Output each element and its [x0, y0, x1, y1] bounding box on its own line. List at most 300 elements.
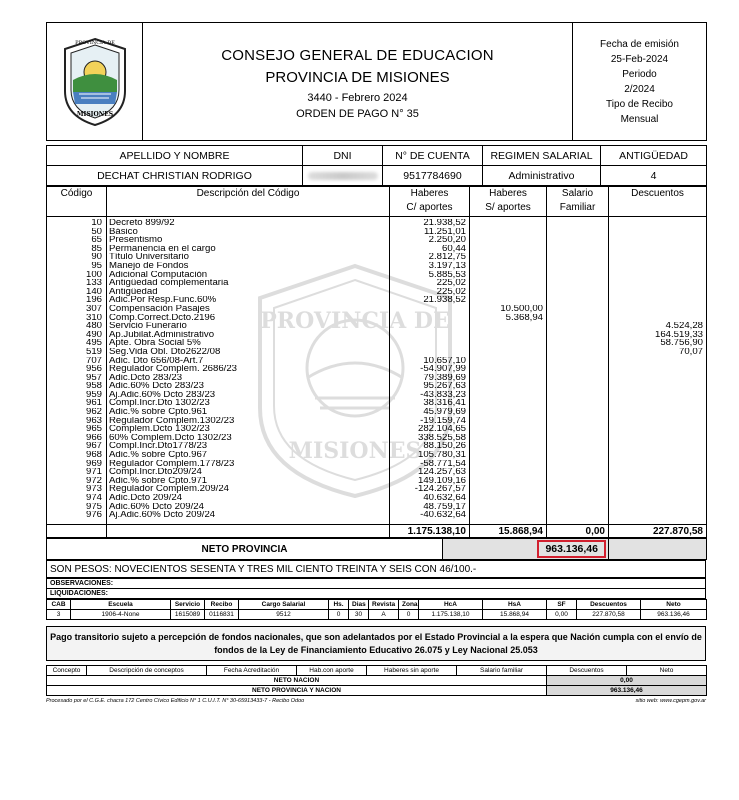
item-family-salary: [550, 322, 605, 331]
item-haberes-c: 60,44: [441, 244, 466, 254]
account-number: 9517784690: [383, 166, 483, 186]
items-table: [46, 186, 707, 538]
item-description: Decreto 899/92: [109, 219, 175, 228]
item-deduction: [612, 253, 703, 262]
item-deduction: [612, 442, 703, 451]
item-deduction: [612, 314, 703, 323]
item-code: 969: [85, 459, 102, 469]
col-code: Código: [47, 187, 107, 217]
neto-prov-nac-label: NETO PROVINCIA Y NACION: [47, 686, 547, 696]
family-salary-column: [547, 217, 609, 525]
item-deduction: [612, 288, 703, 297]
footer: [46, 698, 706, 704]
item-haberes-c: -43.833,23: [420, 390, 466, 400]
item-code: 50: [91, 227, 102, 237]
item-family-salary: [550, 442, 605, 451]
item-deduction: 4.524,28: [665, 322, 703, 331]
item-haberes-c: 79.389,69: [423, 373, 466, 383]
item-haberes-c: 21.938,52: [423, 219, 466, 228]
item-haberes-c: [393, 305, 466, 314]
item-haberes-s: [473, 468, 543, 477]
item-haberes-s: [473, 348, 543, 357]
item-description: Compensación Pasajes: [109, 304, 210, 314]
item-haberes-c: 48.759,17: [423, 502, 466, 512]
item-description: Adic.% sobre Cpto.961: [109, 408, 208, 417]
item-deduction: [612, 365, 703, 374]
header-regime: REGIMEN SALARIAL: [483, 146, 601, 166]
item-family-salary: [550, 511, 605, 520]
item-deduction: [612, 271, 703, 280]
item-description: Básico: [109, 227, 138, 237]
item-deduction: [612, 296, 703, 305]
item-code: 65: [91, 236, 102, 245]
item-description: Manejo de Fondos: [109, 261, 189, 271]
item-haberes-s: [473, 288, 543, 297]
notice-table: [46, 626, 706, 661]
item-family-salary: [550, 408, 605, 417]
item-description: Adicional Computación: [109, 270, 208, 280]
item-haberes-s: [473, 485, 543, 494]
concept-header-cell: Concepto: [47, 666, 87, 676]
svg-text:PROVINCIA DE: PROVINCIA DE: [260, 308, 450, 334]
liq-cell: 0: [329, 610, 349, 620]
item-description: Antigüedad complementaria: [109, 279, 229, 288]
item-code: 90: [91, 253, 102, 262]
codes-column: [47, 217, 107, 525]
item-deduction: [612, 468, 703, 477]
observations-label: OBSERVACIONES:: [47, 579, 706, 589]
item-haberes-c: -54.907,99: [420, 365, 466, 374]
item-description: Regulador Complem.1302/23: [109, 416, 235, 426]
item-haberes-s: [473, 253, 543, 262]
item-family-salary: [550, 451, 605, 460]
amount-words-table: [46, 560, 706, 578]
neto-nacion-label: NETO NACION: [47, 676, 547, 686]
item-haberes-s: [473, 279, 543, 288]
item-haberes-s: [473, 511, 543, 520]
item-haberes-s: [473, 357, 543, 366]
item-haberes-c: 149.109,16: [417, 476, 466, 486]
item-haberes-s: [473, 434, 543, 443]
liquidations-row: [47, 610, 707, 620]
item-haberes-s: [473, 219, 543, 228]
concepts-table: [46, 665, 707, 696]
item-family-salary: [550, 494, 605, 503]
item-code: 962: [85, 408, 102, 417]
liq-header-cell: Dias: [349, 600, 369, 610]
concept-header-cell: Descuentos: [547, 666, 627, 676]
concept-header-cell: Hab.con aporte: [297, 666, 367, 676]
item-description: Adic.% sobre Cpto.967: [109, 451, 208, 460]
col-haberes-c: Haberes C/ aportes: [390, 187, 470, 217]
receipt-type-label: Tipo de Recibo: [606, 98, 673, 110]
item-haberes-c: 2.812,75: [428, 253, 466, 262]
item-code: 490: [85, 330, 102, 340]
liq-header-cell: HsA: [483, 600, 547, 610]
item-description: Ap.Jubilat.Administrativo: [109, 330, 215, 340]
item-code: 974: [85, 494, 102, 503]
liq-header-cell: CAB: [47, 600, 71, 610]
item-code: 976: [85, 511, 102, 520]
item-deduction: [612, 236, 703, 245]
liq-cell: 1906-4-None: [71, 610, 171, 620]
total-haberes-s: 15.868,94: [470, 525, 547, 538]
item-description: Apte. Obra Social 5%: [109, 339, 201, 348]
item-description: Comp.Correct.Dcto.2196: [109, 313, 216, 323]
concept-header-cell: Descripción de conceptos: [87, 666, 207, 676]
item-family-salary: [550, 485, 605, 494]
liq-header-cell: Servicio: [171, 600, 205, 610]
item-code: 85: [91, 244, 102, 254]
item-deduction: 70,07: [678, 347, 703, 357]
item-family-salary: [550, 391, 605, 400]
liq-header-cell: Descuentos: [577, 600, 641, 610]
item-family-salary: [550, 374, 605, 383]
item-haberes-s: [473, 245, 543, 254]
item-code: 519: [85, 347, 102, 357]
header-account: N° DE CUENTA: [383, 146, 483, 166]
item-haberes-c: [393, 331, 466, 340]
item-haberes-c: [393, 322, 466, 331]
liq-cell: 1615089: [171, 610, 205, 620]
total-haberes-c: 1.175.138,10: [390, 525, 470, 538]
liq-cell: 9512: [239, 610, 329, 620]
item-haberes-s: [473, 296, 543, 305]
item-family-salary: [550, 271, 605, 280]
item-family-salary: [550, 477, 605, 486]
liq-cell: 15.868,94: [483, 610, 547, 620]
item-code: 959: [85, 390, 102, 400]
item-haberes-s: [473, 408, 543, 417]
haberes-c-column: [390, 217, 470, 525]
liq-cell: 3: [47, 610, 71, 620]
liquidations-label: LIQUIDACIONES:: [47, 589, 706, 599]
item-deduction: [612, 503, 703, 512]
item-haberes-s: 10.500,00: [500, 304, 543, 314]
item-family-salary: [550, 228, 605, 237]
liq-cell: 0: [399, 610, 419, 620]
period-value: 2/2024: [624, 83, 655, 95]
item-code: 140: [85, 287, 102, 297]
header-dni: DNI: [303, 146, 383, 166]
item-haberes-c: 40.632,64: [423, 494, 466, 503]
neto-label: NETO PROVINCIA: [47, 539, 443, 560]
liq-cell: 0,00: [547, 610, 577, 620]
item-haberes-c: 124.257,63: [417, 468, 466, 477]
observations-table: [46, 578, 706, 599]
amount-in-words: SON PESOS: NOVECIENTOS SESENTA Y TRES MIL CIENTO TREINTA Y SEIS CON 46/100.-: [47, 561, 706, 578]
item-description: Compl.Incr.Dto 1302/23: [109, 399, 210, 409]
item-deduction: [612, 511, 703, 520]
payslip: [46, 22, 706, 704]
item-family-salary: [550, 331, 605, 340]
neto-value-cell: [443, 539, 609, 560]
item-description: Adic. Dto 656/08-Art.7: [109, 356, 204, 366]
item-family-salary: [550, 365, 605, 374]
item-deduction: [612, 494, 703, 503]
item-deduction: [612, 460, 703, 469]
item-deduction: [612, 305, 703, 314]
item-haberes-c: -124.267,57: [414, 485, 466, 494]
item-code: 196: [85, 296, 102, 305]
item-deduction: [612, 357, 703, 366]
total-family-salary: 0,00: [547, 525, 609, 538]
liq-header-cell: SF: [547, 600, 577, 610]
item-haberes-c: [393, 314, 466, 323]
item-family-salary: [550, 279, 605, 288]
item-deduction: [612, 451, 703, 460]
item-haberes-c: -58.771,54: [420, 459, 466, 469]
item-haberes-s: [473, 391, 543, 400]
item-deduction: [612, 279, 703, 288]
item-haberes-s: [473, 331, 543, 340]
item-description: Antigüedad: [109, 287, 158, 297]
item-code: 95: [91, 261, 102, 271]
item-code: 966: [85, 433, 102, 443]
item-haberes-s: [473, 442, 543, 451]
item-code: 963: [85, 416, 102, 426]
item-family-salary: [550, 434, 605, 443]
item-deduction: [612, 434, 703, 443]
dni-redacted: [303, 166, 383, 186]
item-haberes-c: 38.316,41: [423, 399, 466, 409]
item-description: Servicio Funerario: [109, 322, 187, 331]
item-deduction: [612, 425, 703, 434]
item-code: 100: [85, 270, 102, 280]
item-deduction: [612, 408, 703, 417]
item-code: 956: [85, 365, 102, 374]
receipt-type-value: Mensual: [620, 113, 659, 125]
item-haberes-c: 2.250,20: [428, 236, 466, 245]
concept-header-cell: Salario familiar: [457, 666, 547, 676]
liq-header-cell: Cargo Salarial: [239, 600, 329, 610]
item-haberes-s: [473, 339, 543, 348]
item-haberes-c: 45.979,69: [423, 408, 466, 417]
liquidations-header-row: [47, 600, 707, 610]
liq-header-cell: HcA: [419, 600, 483, 610]
liq-header-cell: Neto: [641, 600, 707, 610]
item-deduction: [612, 245, 703, 254]
item-deduction: [612, 485, 703, 494]
item-family-salary: [550, 382, 605, 391]
item-deduction: [612, 391, 703, 400]
item-haberes-s: [473, 322, 543, 331]
item-haberes-s: [473, 451, 543, 460]
item-description: Adic.Por Resp.Func.60%: [109, 296, 217, 305]
item-family-salary: [550, 417, 605, 426]
item-haberes-s: [473, 425, 543, 434]
item-code: 310: [85, 313, 102, 323]
header-table: [46, 22, 707, 141]
item-family-salary: [550, 503, 605, 512]
item-description: Regulador Complem.1778/23: [109, 459, 235, 469]
item-haberes-c: 225,02: [436, 279, 466, 288]
item-haberes-c: 225,02: [436, 287, 466, 297]
item-deduction: 58.756,90: [660, 339, 703, 348]
neto-prov-nac-value: 963.136,46: [547, 686, 707, 696]
item-deduction: [612, 477, 703, 486]
liquidations-table: [46, 599, 707, 620]
item-description: Regulador Complem.209/24: [109, 485, 229, 494]
item-haberes-s: [473, 382, 543, 391]
item-haberes-s: [473, 365, 543, 374]
liq-header-cell: Escuela: [71, 600, 171, 610]
item-code: 972: [85, 476, 102, 486]
deductions-column: [609, 217, 707, 525]
item-haberes-c: 105.780,31: [417, 451, 466, 460]
item-deduction: [612, 382, 703, 391]
item-description: Compl.Incr.Dto209/24: [109, 468, 202, 477]
item-haberes-c: -40.632,64: [420, 511, 466, 520]
liq-header-cell: Hs.: [329, 600, 349, 610]
item-family-salary: [550, 245, 605, 254]
item-haberes-c: 11.251,01: [424, 227, 466, 237]
employee-table: [46, 145, 707, 186]
item-haberes-s: [473, 494, 543, 503]
logo-text-top: PROVINCIA DE: [74, 39, 115, 46]
issue-date-value: 25-Feb-2024: [610, 53, 669, 65]
item-description: Regulador Complem. 2686/23: [109, 365, 237, 374]
item-deduction: [612, 228, 703, 237]
liq-header-cell: Revista: [369, 600, 399, 610]
col-haberes-s: Haberes S/ aportes: [470, 187, 547, 217]
period-label: Periodo: [622, 68, 657, 80]
total-deductions: 227.870,58: [609, 525, 707, 538]
concept-header-cell: Fecha Acreditación: [207, 666, 297, 676]
item-description: Adic.60% Dcto 209/24: [109, 502, 204, 512]
item-haberes-c: [393, 339, 466, 348]
item-haberes-c: 88.150,26: [423, 442, 466, 452]
item-description: Adic.Dcto 283/23: [109, 373, 183, 383]
logo-cell: [47, 23, 143, 141]
payment-order: ORDEN DE PAGO N° 35: [296, 108, 419, 120]
item-haberes-s: [473, 228, 543, 237]
period-code: 3440 - Febrero 2024: [307, 92, 408, 104]
item-code: 973: [85, 485, 102, 494]
item-description: Compl.Incr.Dto1778/23: [109, 442, 208, 452]
item-family-salary: [550, 357, 605, 366]
item-deduction: [612, 399, 703, 408]
item-haberes-s: [473, 262, 543, 271]
item-family-salary: [550, 253, 605, 262]
item-haberes-s: [473, 503, 543, 512]
item-haberes-c: 282.104,65: [417, 425, 466, 434]
liq-header-cell: Recibo: [205, 600, 239, 610]
item-description: Aj.Adic.60% Dcto 209/24: [109, 511, 216, 520]
item-haberes-c: 5.885,53: [428, 270, 466, 280]
item-code: 965: [85, 425, 102, 434]
issue-info: [573, 23, 707, 141]
concept-header-cell: Haberes sin aporte: [367, 666, 457, 676]
descriptions-column: [107, 217, 390, 525]
salary-regime: Administrativo: [483, 166, 601, 186]
item-code: 957: [85, 373, 102, 383]
item-deduction: [612, 219, 703, 228]
item-description: Título Universitario: [109, 253, 189, 262]
item-haberes-c: -19.159,74: [420, 416, 466, 426]
item-haberes-c: 10.657,10: [423, 356, 466, 366]
item-haberes-s: [473, 236, 543, 245]
item-haberes-c: 3.197,13: [428, 261, 466, 271]
logo-text-bottom: MISIONES: [76, 110, 113, 118]
org-name: CONSEJO GENERAL DE EDUCACION: [221, 47, 494, 64]
item-description: Complem.Dcto 1302/23: [109, 425, 210, 434]
item-haberes-c: 95.267,63: [423, 382, 466, 391]
employee-name: DECHAT CHRISTIAN RODRIGO: [47, 166, 303, 186]
item-code: 307: [85, 304, 102, 314]
col-family-salary: Salario Familiar: [547, 187, 609, 217]
concepts-header-row: [47, 666, 707, 676]
item-code: 967: [85, 442, 102, 452]
item-description: Adic.60% Dcto 283/23: [109, 382, 204, 391]
svg-text:MISIONES: MISIONES: [288, 438, 422, 464]
liq-cell: 30: [349, 610, 369, 620]
concept-header-cell: Neto: [627, 666, 707, 676]
col-deductions: Descuentos: [609, 187, 707, 217]
seniority-value: 4: [601, 166, 707, 186]
footer-processed: Procesado por el C.G.E. chacra 172 Centro Cívico Edificio N° 1 C.U.I.T. N° 30-65913433-7 - Recibo Odoo: [46, 698, 305, 704]
haberes-s-column: [470, 217, 547, 525]
liq-cell: A: [369, 610, 399, 620]
item-family-salary: [550, 425, 605, 434]
col-description: Descripción del Código: [107, 187, 390, 217]
item-haberes-s: [473, 374, 543, 383]
neto-nacion-value: 0,00: [547, 676, 707, 686]
item-description: Permanencia en el cargo: [109, 244, 216, 254]
item-family-salary: [550, 296, 605, 305]
neto-table: [46, 538, 707, 560]
liq-cell: 963.136,46: [641, 610, 707, 620]
item-code: 968: [85, 451, 102, 460]
item-family-salary: [550, 262, 605, 271]
item-family-salary: [550, 288, 605, 297]
item-description: Adic.% sobre Cpto.971: [109, 476, 208, 486]
province-name: PROVINCIA DE MISIONES: [265, 69, 450, 86]
liq-cell: 0116831: [205, 610, 239, 620]
item-description: Seg.Vida Obl. Dto2622/08: [109, 347, 221, 357]
item-code: 958: [85, 382, 102, 391]
item-haberes-s: [473, 417, 543, 426]
item-haberes-c: 338.525,58: [417, 433, 466, 443]
item-code: 961: [85, 399, 102, 409]
header-seniority: ANTIGÜEDAD: [601, 146, 707, 166]
item-code: 975: [85, 502, 102, 512]
liq-cell: 1.175.138,10: [419, 610, 483, 620]
issue-date-label: Fecha de emisión: [600, 38, 679, 50]
item-family-salary: [550, 219, 605, 228]
item-haberes-c: 21.938,52: [423, 296, 466, 305]
item-code: 495: [85, 339, 102, 348]
item-deduction: [612, 417, 703, 426]
item-family-salary: [550, 468, 605, 477]
liq-header-cell: Zona: [399, 600, 419, 610]
item-code: 480: [85, 322, 102, 331]
neto-value: 963.136,46: [537, 540, 606, 558]
item-haberes-s: [473, 477, 543, 486]
province-seal-icon: [59, 36, 131, 128]
liq-cell: 227.870,58: [577, 610, 641, 620]
item-code: 133: [85, 279, 102, 288]
item-family-salary: [550, 314, 605, 323]
item-haberes-s: [473, 271, 543, 280]
item-description: Adic.Dcto 209/24: [109, 494, 183, 503]
item-haberes-s: [473, 460, 543, 469]
item-description: Presentismo: [109, 236, 163, 245]
item-code: 971: [85, 468, 102, 477]
item-description: Aj.Adic.60% Dcto 283/23: [109, 390, 216, 400]
item-haberes-c: [393, 348, 466, 357]
item-haberes-s: [473, 399, 543, 408]
